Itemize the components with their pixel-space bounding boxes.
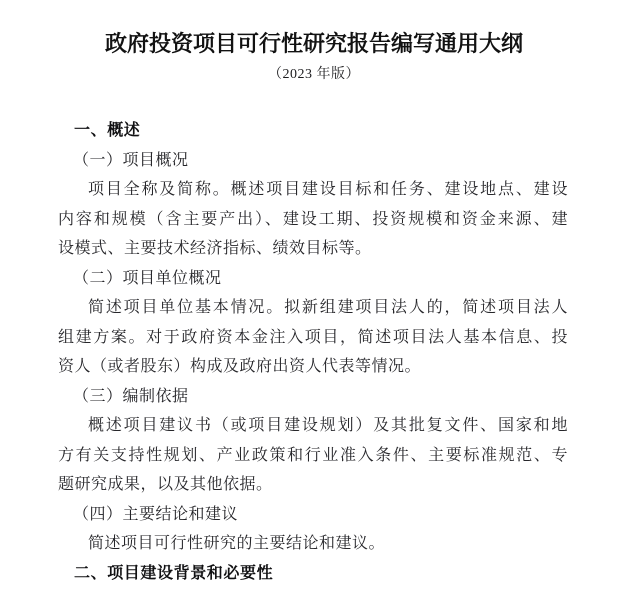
paragraph-line: 设模式、主要技术经济指标、绩效目标等。 — [58, 240, 372, 257]
paragraph-line: 题研究成果，以及其他依据。 — [58, 476, 273, 493]
subsection-heading: （三）编制依据 — [73, 387, 189, 405]
subsection-heading: （二）项目单位概况 — [73, 269, 222, 287]
paragraph-line: 资人（或者股东）构成及政府出资人代表等情况。 — [58, 358, 422, 375]
subsection-heading: （四）主要结论和建议 — [73, 505, 239, 523]
paragraph-line: 简述项目可行性研究的主要结论和建议。 — [88, 535, 386, 552]
document-subtitle: （2023 年版） — [268, 67, 360, 82]
paragraph-line: 组建方案。对于政府资本金注入项目，简述项目法人基本信息、投 — [58, 328, 568, 346]
paragraph-line: 简述项目单位基本情况。拟新组建项目法人的，简述项目法人 — [88, 299, 568, 316]
section-heading: 一、概述 — [74, 122, 141, 139]
section-heading: 二、项目建设背景和必要性 — [74, 564, 274, 582]
document-title: 政府投资项目可行性研究报告编写通用大纲 — [104, 31, 523, 56]
subsection-heading: （一）项目概况 — [73, 151, 189, 169]
paragraph-line: 方有关支持性规划、产业政策和行业准入条件、主要标准规范、专 — [58, 446, 568, 464]
paragraph-line: 项目全称及简称。概述项目建设目标和任务、建设地点、建设 — [88, 181, 568, 198]
document-body — [58, 116, 568, 588]
paragraph-line: 概述项目建议书（或项目建设规划）及其批复文件、国家和地 — [88, 417, 568, 434]
paragraph-line: 内容和规模（含主要产出）、建设工期、投资规模和资金来源、建 — [58, 210, 568, 228]
